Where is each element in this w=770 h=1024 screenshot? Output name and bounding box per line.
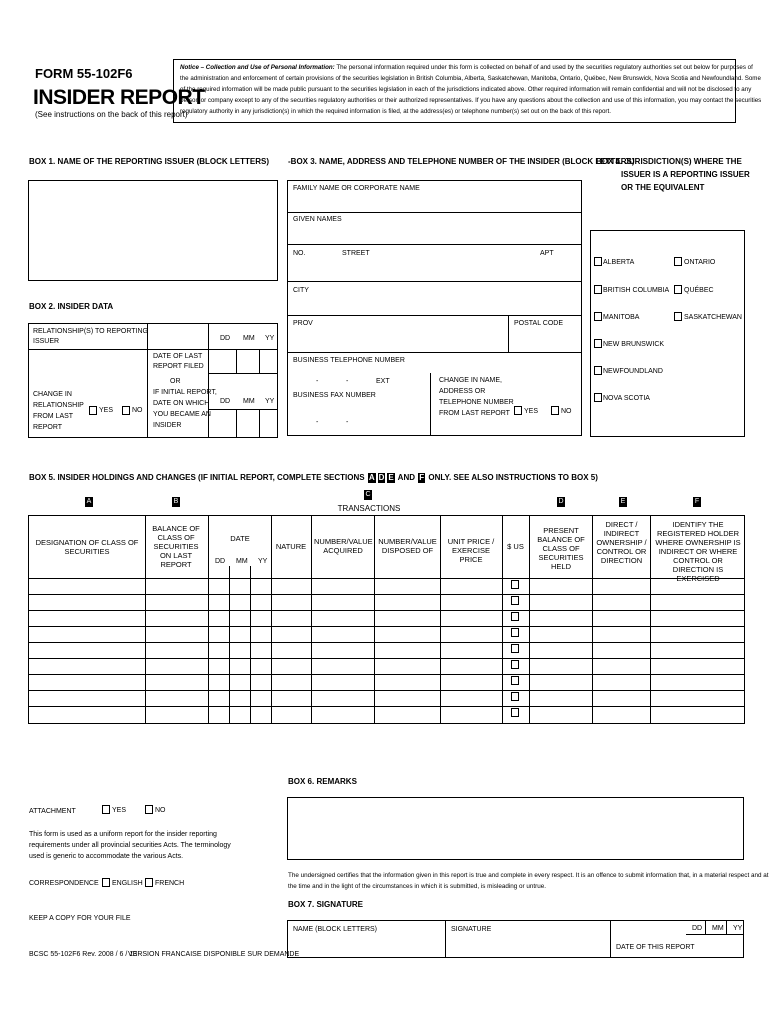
attachment-no-checkbox[interactable] — [145, 805, 153, 814]
table-row[interactable] — [29, 643, 744, 658]
table-row[interactable] — [29, 707, 744, 723]
street-address-input[interactable] — [289, 260, 579, 280]
family-name-input[interactable] — [289, 194, 579, 211]
us-currency-checkbox[interactable] — [511, 580, 519, 589]
table-row[interactable] — [29, 675, 744, 690]
relationship-label: RELATIONSHIP(S) TO REPORTING — [33, 328, 149, 335]
french-version-note: VERSION FRANCAISE DISPONIBLE SUR DEMANDE — [128, 951, 300, 958]
signature-input[interactable] — [447, 934, 608, 956]
city-input[interactable] — [289, 296, 579, 314]
form-number: FORM 55-102F6 — [35, 66, 133, 81]
given-names-label: GIVEN NAMES — [293, 216, 342, 223]
notice-line-2: the administration and enforcement of certain provisions of the securities legislation in British Columbia, Alberta, Saskatchewan, Manitoba, Ontario, Québec, New Brunswick, Nova Scotia and Newfoundland. Some — [180, 75, 761, 82]
nova-scotia-checkbox[interactable] — [594, 393, 602, 402]
form-title: INSIDER REPORT — [33, 86, 205, 109]
newfoundland-checkbox[interactable] — [594, 366, 602, 375]
table-row[interactable] — [29, 691, 744, 706]
certification-text: The undersigned certifies that the information given in this report is true and complete in every respect. It is an offence to submit information that, in a material respect and at — [288, 872, 769, 879]
section-f-marker: F — [694, 498, 700, 505]
quebec-checkbox[interactable] — [674, 285, 682, 294]
section-c-marker: C — [365, 491, 371, 498]
manitoba-checkbox[interactable] — [594, 312, 602, 321]
us-currency-checkbox[interactable] — [511, 612, 519, 621]
instructions-note: (See instructions on the back of this report) — [35, 110, 188, 119]
section-d-marker: D — [558, 498, 564, 505]
date-of-report-input[interactable] — [686, 935, 743, 956]
box2-title: BOX 2. INSIDER DATA — [29, 302, 114, 311]
box1-title: BOX 1. NAME OF THE REPORTING ISSUER (BLOCK LETTERS) — [29, 157, 270, 166]
notice-line-3: of the required information will be made public pursuant to the securities legislation in each of the jurisdictions indicated above. Other required information will remain confidential and will not be disclosed to any — [180, 86, 752, 93]
correspondence-label: CORRESPONDENCE — [29, 880, 99, 887]
family-name-label: FAMILY NAME OR CORPORATE NAME — [293, 185, 420, 192]
issuer-name-field[interactable] — [28, 180, 278, 281]
british-columbia-checkbox[interactable] — [594, 285, 602, 294]
box5-title: BOX 5. INSIDER HOLDINGS AND CHANGES (IF INITIAL REPORT, COMPLETE SECTIONS A D E AND F ONLY. SEE ALSO INSTRUCTIONS TO BOX 5) — [29, 473, 598, 482]
name-block-letters-input[interactable] — [289, 934, 443, 956]
section-e-marker: E — [620, 498, 626, 505]
keep-copy-note: KEEP A COPY FOR YOUR FILE — [29, 915, 131, 922]
english-checkbox[interactable] — [102, 878, 110, 887]
notice-line-4: person or company except to any of the securities regulatory authorities or their authorized representatives. If you have any questions about the collection and use of this information, you may contact the securities — [180, 97, 762, 104]
box2-mm-1: MM — [243, 335, 255, 342]
business-phone-input[interactable] — [289, 366, 427, 386]
attachment-yes-checkbox[interactable] — [102, 805, 110, 814]
us-currency-checkbox[interactable] — [511, 708, 519, 717]
notice-line-5: regulatory authority in any jurisdiction(s) in which the required information is filed, at the address(es) or telephone number(s) set out on the back of this report. — [180, 108, 611, 115]
saskatchewan-checkbox[interactable] — [674, 312, 682, 321]
notice-line-1: Notice – Collection and Use of Personal Information: The personal information required under this form is collected on behalf of and used by the securities regulatory authorities set out below for purposes of — [180, 64, 753, 71]
table-row[interactable] — [29, 595, 744, 610]
box6-title: BOX 6. REMARKS — [288, 777, 357, 786]
relationship-change-no-checkbox[interactable] — [122, 406, 130, 415]
box7-title: BOX 7. SIGNATURE — [288, 900, 363, 909]
revision-label: BCSC 55-102F6 Rev. 2008 / 6 / 13 — [29, 951, 138, 958]
given-names-input[interactable] — [289, 226, 579, 243]
address-change-no-checkbox[interactable] — [551, 406, 559, 415]
us-currency-checkbox[interactable] — [511, 644, 519, 653]
relationship-change-yes-checkbox[interactable] — [89, 406, 97, 415]
business-fax-input[interactable] — [289, 401, 427, 433]
table-row[interactable] — [29, 579, 744, 594]
remarks-field[interactable] — [287, 797, 744, 860]
new-brunswick-checkbox[interactable] — [594, 339, 602, 348]
section-b-marker: B — [173, 498, 179, 505]
uniform-note: This form is used as a uniform report for the insider reporting — [29, 831, 217, 838]
table-row[interactable] — [29, 627, 744, 642]
us-currency-checkbox[interactable] — [511, 660, 519, 669]
transactions-heading: TRANSACTIONS — [337, 504, 401, 513]
box2-yy-1: YY — [265, 335, 275, 342]
province-input[interactable] — [289, 329, 506, 350]
address-change-yes-checkbox[interactable] — [514, 406, 522, 415]
french-checkbox[interactable] — [145, 878, 153, 887]
attachment-label: ATTACHMENT — [29, 808, 76, 815]
us-currency-checkbox[interactable] — [511, 692, 519, 701]
us-currency-checkbox[interactable] — [511, 628, 519, 637]
box2-dd-1: DD — [220, 335, 231, 342]
table-row[interactable] — [29, 659, 744, 674]
us-currency-checkbox[interactable] — [511, 596, 519, 605]
alberta-checkbox[interactable] — [594, 257, 602, 266]
section-a-marker: A — [86, 498, 92, 505]
postal-code-input[interactable] — [510, 329, 580, 350]
us-currency-checkbox[interactable] — [511, 676, 519, 685]
table-row[interactable] — [29, 611, 744, 626]
box4-title: BOX 4. JURISDICTION(S) WHERE THE — [596, 157, 742, 166]
box3-title: -BOX 3. NAME, ADDRESS AND TELEPHONE NUMBER OF THE INSIDER (BLOCK LETTERS) — [288, 157, 635, 166]
ontario-checkbox[interactable] — [674, 257, 682, 266]
